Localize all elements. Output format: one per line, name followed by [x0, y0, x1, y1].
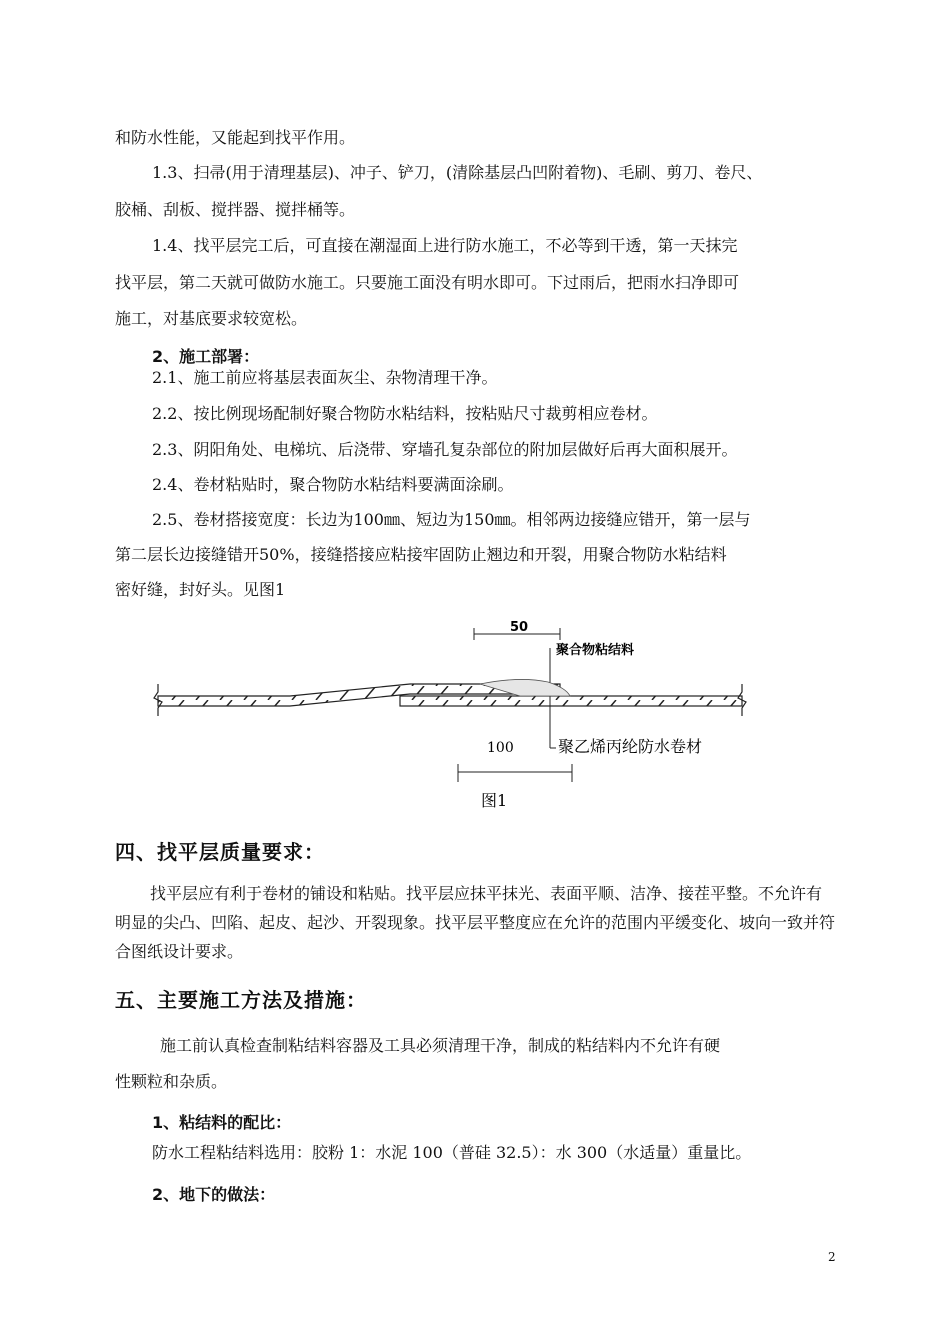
- subsection-heading: 1、粘结料的配比：: [152, 1113, 292, 1132]
- paragraph: 找平层应有利于卷材的铺设和粘贴。找平层应抹平抹光、表面平顺、洁净、接茬平整。不允许有明显的尖凸、凹陷、起皮、起沙、开裂现象。找平层平整度应在允许的范围内平缓变化、坡向一致并符合图纸设计要求。: [115, 884, 836, 961]
- text-line: 施工，对基底要求较宽松。: [115, 309, 308, 328]
- text-line: 防水工程粘结料选用：胶粉 1：水泥 100（普硅 32.5）：水 300（水适量）重量比。: [152, 1143, 752, 1162]
- text-line: 1.4、找平层完工后，可直接在潮湿面上进行防水施工，不必等到干透，第一天抹完: [152, 236, 738, 255]
- text-line: 找平层，第二天就可做防水施工。只要施工面没有明水即可。下过雨后，把雨水扫净即可: [115, 273, 740, 292]
- text-line: 第二层长边接缝错开50%，接缝搭接应粘接牢固防止翘边和开裂，用聚合物防水粘结料: [115, 545, 727, 564]
- list-item: 2.3、阴阳角处、电梯坑、后浇带、穿墙孔复杂部位的附加层做好后再大面积展开。: [152, 440, 738, 459]
- text-line: 1.3、扫帚(用于清理基层)、冲子、铲刀，(清除基层凸凹附着物)、毛刷、剪刀、卷尺、: [152, 163, 763, 182]
- list-item: 2.2、按比例现场配制好聚合物防水粘结料，按粘贴尺寸裁剪相应卷材。: [152, 404, 658, 423]
- subsection-heading: 2、地下的做法：: [152, 1185, 276, 1204]
- list-item: 2.4、卷材粘贴时，聚合物防水粘结料要满面涂刷。: [152, 475, 514, 494]
- text-line: 性颗粒和杂质。: [115, 1072, 228, 1091]
- membrane-label: 聚乙烯丙纶防水卷材: [558, 737, 703, 756]
- dimension-top: 50: [510, 620, 529, 635]
- overlap-detail-figure: [0, 612, 950, 812]
- section-heading: 2、施工部署：: [152, 347, 260, 366]
- adhesive-label: 聚合物粘结料: [556, 643, 635, 658]
- section-title: 四、找平层质量要求：: [115, 840, 325, 864]
- section-title: 五、主要施工方法及措施：: [115, 988, 367, 1012]
- text-line: 胶桶、刮板、搅拌器、搅拌桶等。: [115, 200, 356, 219]
- page-number: 2: [828, 1250, 836, 1264]
- text-line: 和防水性能，又能起到找平作用。: [115, 128, 356, 147]
- dimension-bottom: 100: [487, 740, 514, 756]
- text-line: 施工前认真检查制粘结料容器及工具必须清理干净，制成的粘结料内不允许有硬: [160, 1036, 721, 1055]
- list-item: 2.5、卷材搭接宽度：长边为100㎜、短边为150㎜。相邻两边接缝应错开，第一层与: [152, 510, 751, 529]
- text-line: 密好缝，封好头。见图1: [115, 580, 286, 599]
- list-item: 2.1、施工前应将基层表面灰尘、杂物清理干净。: [152, 368, 498, 387]
- figure-caption: 图1: [481, 791, 508, 810]
